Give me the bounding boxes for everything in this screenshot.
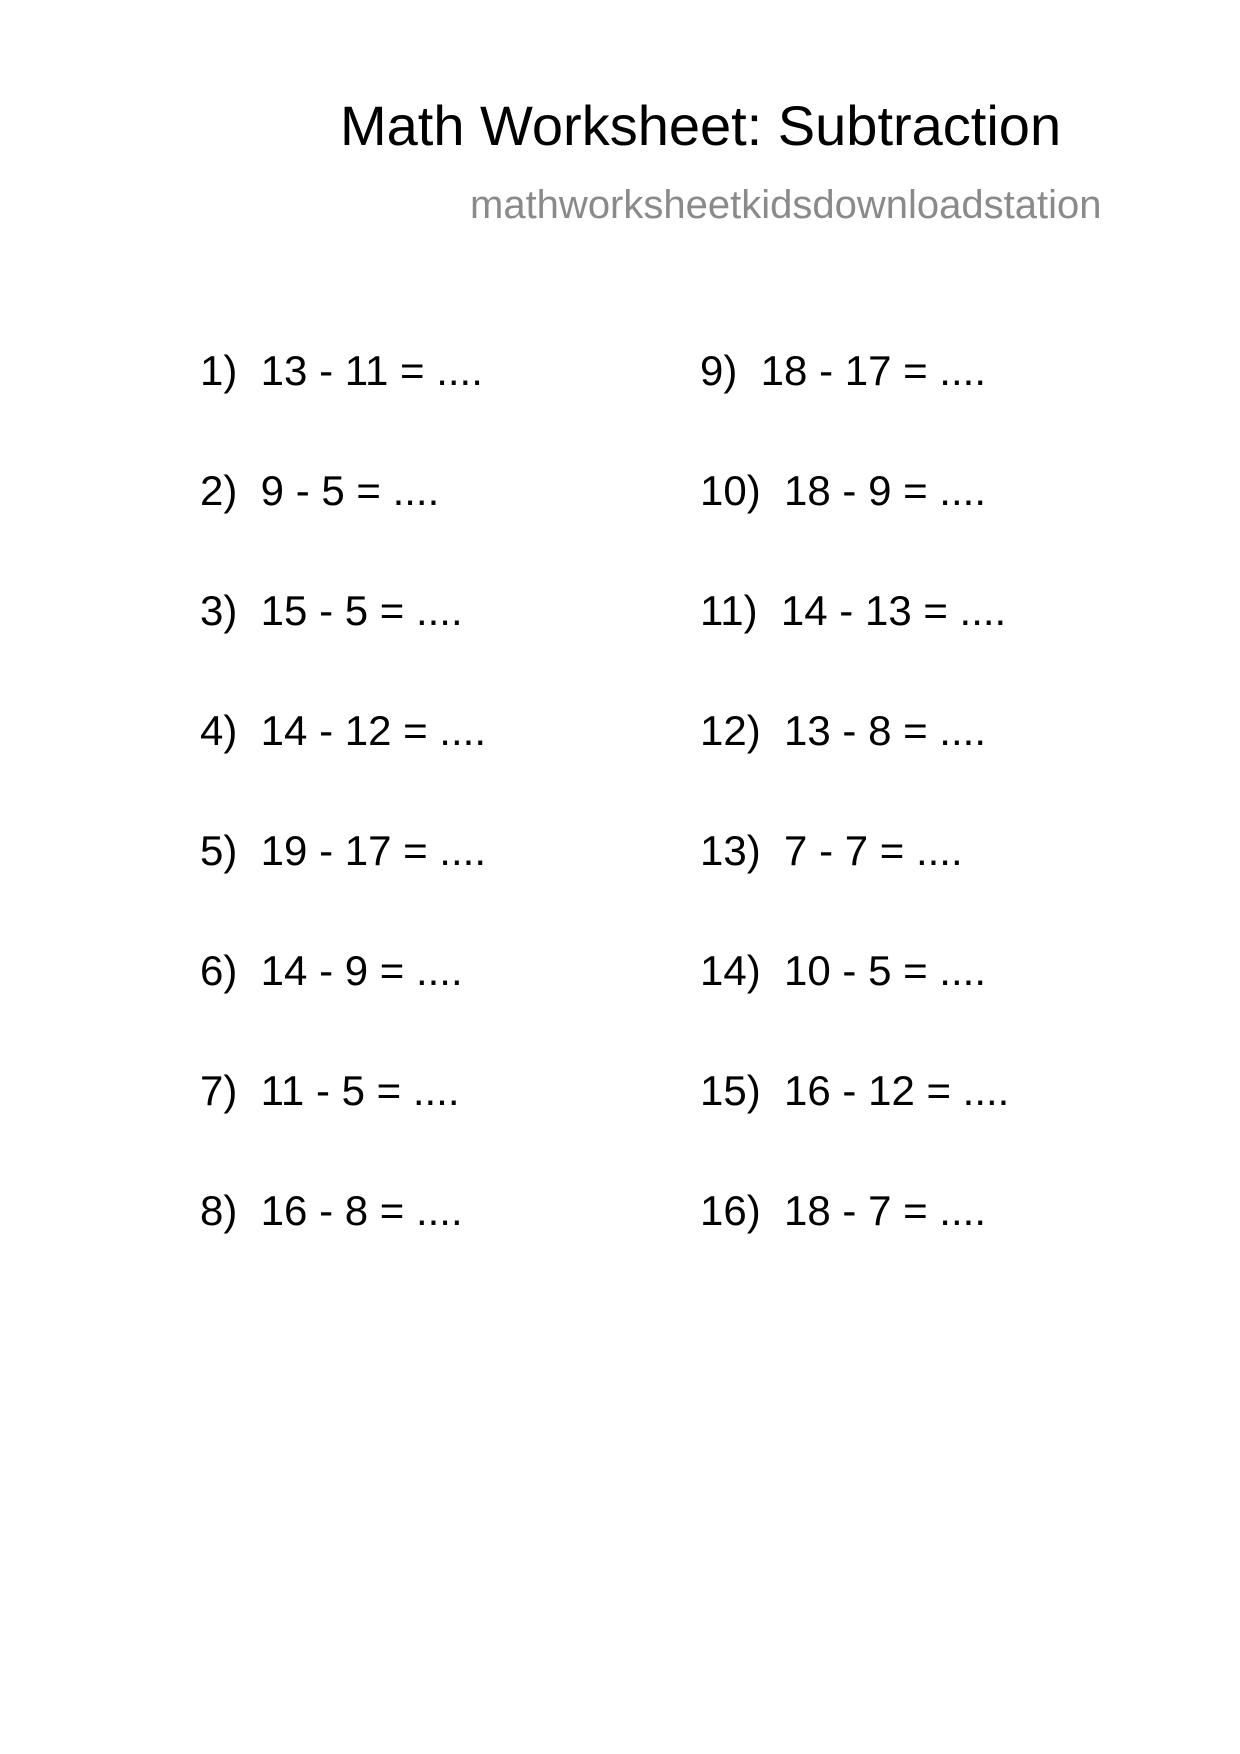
problem-14: 14) 10 - 5 = .... [700,947,986,994]
problem-column-left [200,347,486,1310]
problem-13: 13) 7 - 7 = .... [700,827,963,874]
page-title: Math Worksheet: Subtraction [340,94,1062,157]
problem-6: 6) 14 - 9 = .... [200,947,463,994]
problem-12: 12) 13 - 8 = .... [700,707,986,754]
problem-16: 16) 18 - 7 = .... [700,1187,986,1234]
problem-8: 8) 16 - 8 = .... [200,1187,463,1234]
problem-column-right [700,347,1010,1310]
problem-7: 7) 11 - 5 = .... [200,1067,460,1114]
problem-1: 1) 13 - 11 = .... [200,347,483,394]
problem-3: 3) 15 - 5 = .... [200,587,463,634]
page-subtitle: mathworksheetkidsdownloadstation [470,183,1102,227]
problem-11: 11) 14 - 13 = .... [700,587,1007,634]
problem-2: 2) 9 - 5 = .... [200,467,440,514]
problem-9: 9) 18 - 17 = .... [700,347,986,394]
problem-5: 5) 19 - 17 = .... [200,827,486,874]
problem-15: 15) 16 - 12 = .... [700,1067,1010,1114]
problem-10: 10) 18 - 9 = .... [700,467,986,514]
problem-4: 4) 14 - 12 = .... [200,707,486,754]
